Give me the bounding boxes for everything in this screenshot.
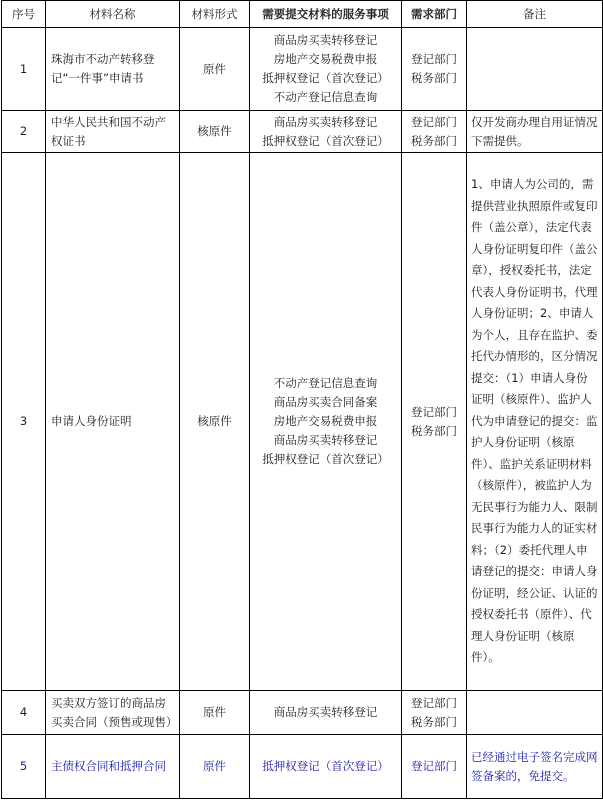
row-depts — [402, 153, 467, 691]
row-note: 仅开发商办理自用证情况下需提供。 — [467, 111, 603, 153]
row-no: 5 — [2, 735, 46, 799]
row-no: 2 — [2, 111, 46, 153]
service-item: 商品房买卖转移登记 — [273, 433, 378, 447]
service-item: 商品房买卖转移登记 — [273, 705, 378, 719]
service-item: 不动产登记信息查询 — [273, 376, 378, 390]
service-item: 商品房买卖合同备案 — [273, 395, 378, 409]
row-services — [250, 28, 402, 111]
row-material-name: 买卖双方签订的商品房买卖合同（预售或现售） — [46, 691, 180, 735]
row-no: 1 — [2, 28, 46, 111]
service-item: 抵押权登记（首次登记） — [262, 71, 389, 85]
row-services — [250, 735, 402, 799]
dept-item: 登记部门 — [411, 52, 457, 66]
service-item: 抵押权登记（首次登记） — [262, 133, 389, 148]
row-depts — [402, 111, 467, 153]
dept-item: 登记部门 — [411, 114, 457, 129]
service-item: 房地产交易税费申报 — [273, 414, 378, 428]
row-note — [467, 691, 603, 735]
row-material-name: 中华人民共和国不动产权证书 — [46, 111, 180, 153]
header-services: 需要提交材料的服务事项 — [250, 1, 402, 28]
row-form: 原件 — [180, 28, 250, 111]
row-services — [250, 111, 402, 153]
service-item: 商品房买卖转移登记 — [273, 114, 378, 129]
row-form: 原件 — [180, 691, 250, 735]
dept-item: 登记部门 — [411, 404, 457, 419]
row-depts — [402, 735, 467, 799]
header-form: 材料形式 — [180, 1, 250, 28]
header-no: 序号 — [2, 1, 46, 28]
service-item: 抵押权登记（首次登记） — [262, 759, 389, 773]
header-dept: 需求部门 — [402, 1, 467, 28]
dept-item: 登记部门 — [411, 695, 457, 710]
row-note: 1、申请人为公司的，需提供营业执照原件或复印件（盖公章），法定代表人身份证明复印件（盖公章），授权委托书，法定代表人身份证明书，代理人身份证明；2、申请人为个人，且存在监护、委托代办情形的，区分情况提交：（1）申请人身份证明（核原件）、监护人代为申请登记的提交：监护人身份证明（核原件）、监护关系证明材料（核原件），被监护人为无民事行为能力人、限制民事行为能力人的证实材料；（2）委托代理人申请登记的提交：申请人身份证明，经公证、认证的授权委托书（原件）、代理人身份证明（核原件）。 — [467, 153, 603, 691]
row-depts — [402, 28, 467, 111]
header-note: 备注 — [467, 1, 603, 28]
row-material-name: 珠海市不动产转移登记“一件事”申请书 — [46, 28, 180, 111]
table-row — [2, 111, 603, 153]
row-depts — [402, 691, 467, 735]
row-services — [250, 153, 402, 691]
dept-item: 税务部门 — [411, 714, 457, 729]
dept-item: 税务部门 — [411, 133, 457, 148]
service-item: 商品房买卖转移登记 — [273, 33, 378, 47]
row-material-name: 主债权合同和抵押合同 — [46, 735, 180, 799]
row-material-name: 申请人身份证明 — [46, 153, 180, 691]
row-services — [250, 691, 402, 735]
row-no: 4 — [2, 691, 46, 735]
header-row — [2, 1, 603, 28]
table-row — [2, 691, 603, 735]
service-item: 房地产交易税费申报 — [273, 52, 378, 66]
materials-table — [1, 0, 603, 799]
row-form: 核原件 — [180, 111, 250, 153]
row-no: 3 — [2, 153, 46, 691]
service-item: 抵押权登记（首次登记） — [262, 452, 389, 466]
table-row — [2, 28, 603, 111]
dept-item: 税务部门 — [411, 423, 457, 438]
row-note: 已经通过电子签名完成网签备案的，免提交。 — [467, 735, 603, 799]
dept-item: 税务部门 — [411, 71, 457, 85]
table-row — [2, 153, 603, 691]
row-form: 原件 — [180, 735, 250, 799]
row-form: 核原件 — [180, 153, 250, 691]
service-item: 不动产登记信息查询 — [273, 90, 378, 104]
table-row — [2, 735, 603, 799]
dept-item: 登记部门 — [411, 759, 457, 773]
header-name: 材料名称 — [46, 1, 180, 28]
row-note — [467, 28, 603, 111]
